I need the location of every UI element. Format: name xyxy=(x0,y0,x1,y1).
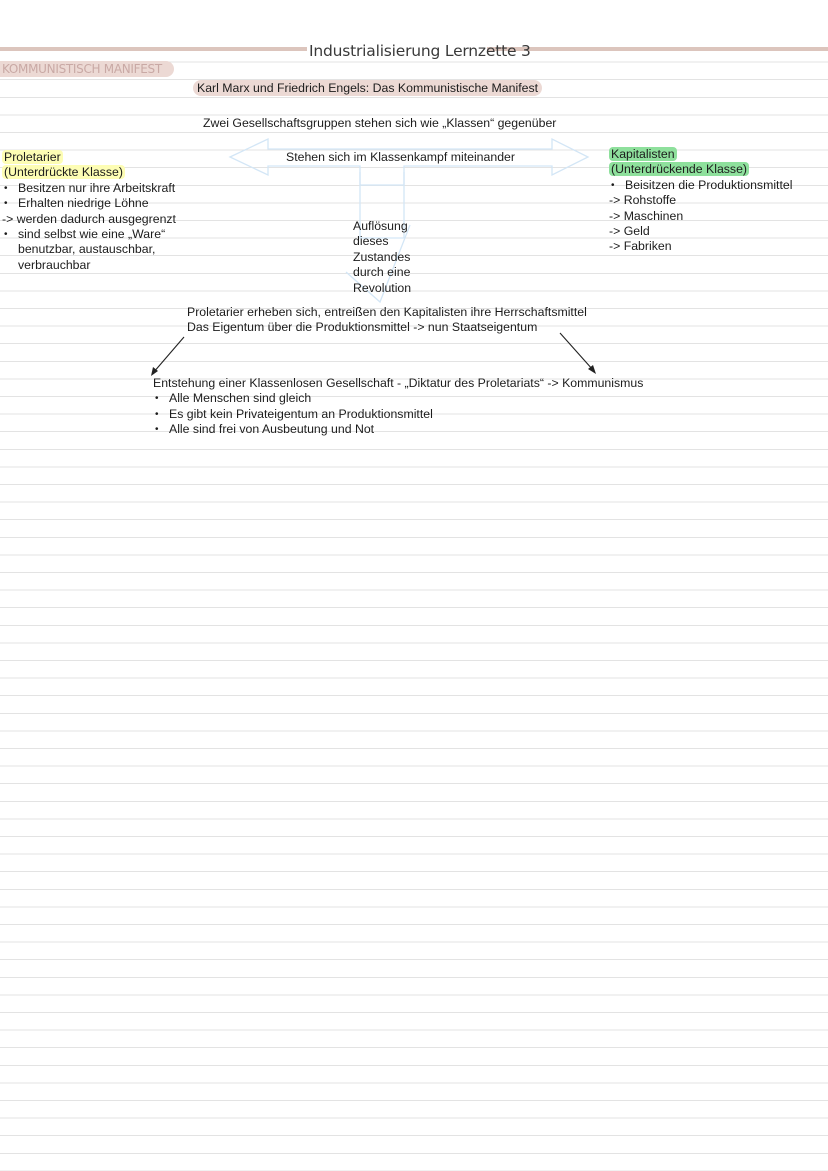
conclusion-block xyxy=(153,376,643,438)
middle-line: durch eine xyxy=(353,265,411,280)
list-item: -> Geld xyxy=(609,224,650,239)
kapitalisten-block xyxy=(609,147,792,255)
middle-line: Revolution xyxy=(353,280,412,295)
page-title: Industrialisierung Lernzette 3 xyxy=(309,42,531,60)
middle-line: Zustandes xyxy=(353,249,411,264)
kapitalisten-subtitle: (Unterdrückende Klasse) xyxy=(611,162,748,177)
list-item: -> Fabriken xyxy=(609,239,672,254)
middle-line: dieses xyxy=(353,234,389,249)
section-tag: KOMMUNISTISCH MANIFEST xyxy=(0,61,174,77)
middle-line: Auflösung xyxy=(353,219,408,233)
result-line-1: Proletarier erheben sich, entreißen den Kapitalisten ihre Herrschaftsmittel xyxy=(187,305,587,319)
list-item: benutzbar, austauschbar, xyxy=(18,242,156,257)
proletarier-title: Proletarier xyxy=(4,150,61,164)
kapitalisten-title: Kapitalisten xyxy=(611,147,675,161)
list-item: • Alle sind frei von Ausbeutung und Not xyxy=(153,422,643,437)
result-block xyxy=(187,305,587,336)
arrow-label: Stehen sich im Klassenkampf miteinander xyxy=(286,150,515,164)
list-item: • Es gibt kein Privateigentum an Produktionsmittel xyxy=(153,407,643,422)
list-item: • Alle Menschen sind gleich xyxy=(153,391,643,406)
middle-block xyxy=(353,219,411,296)
list-item: -> Rohstoffe xyxy=(609,193,677,208)
list-item: • Beisitzen die Produktionsmittel xyxy=(609,178,792,193)
arrow-right-line xyxy=(560,333,593,370)
list-item: -> Maschinen xyxy=(609,208,684,223)
result-line-2: Das Eigentum über die Produktionsmittel -> nun Staatseigentum xyxy=(187,320,538,335)
list-item: verbrauchbar xyxy=(18,257,91,272)
conclusion-heading: Entstehung einer Klassenlosen Gesellschaft - „Diktatur des Proletariats“ -> Kommunismus xyxy=(153,376,644,390)
proletarier-block xyxy=(2,150,176,273)
intro-text: Zwei Gesellschaftsgruppen stehen sich wie „Klassen“ gegenüber xyxy=(203,116,557,130)
list-item: • Erhalten niedrige Löhne xyxy=(2,196,176,211)
proletarier-subtitle: (Unterdrückte Klasse) xyxy=(4,165,123,180)
main-heading-text: Karl Marx und Friedrich Engels: Das Kommunistische Manifest xyxy=(193,80,542,96)
list-item: • Besitzen nur ihre Arbeitskraft xyxy=(2,181,176,196)
list-item: • sind selbst wie eine „Ware“ xyxy=(2,227,176,242)
arrow-left-line xyxy=(153,337,184,373)
list-item: -> werden dadurch ausgegrenzt xyxy=(2,211,176,226)
